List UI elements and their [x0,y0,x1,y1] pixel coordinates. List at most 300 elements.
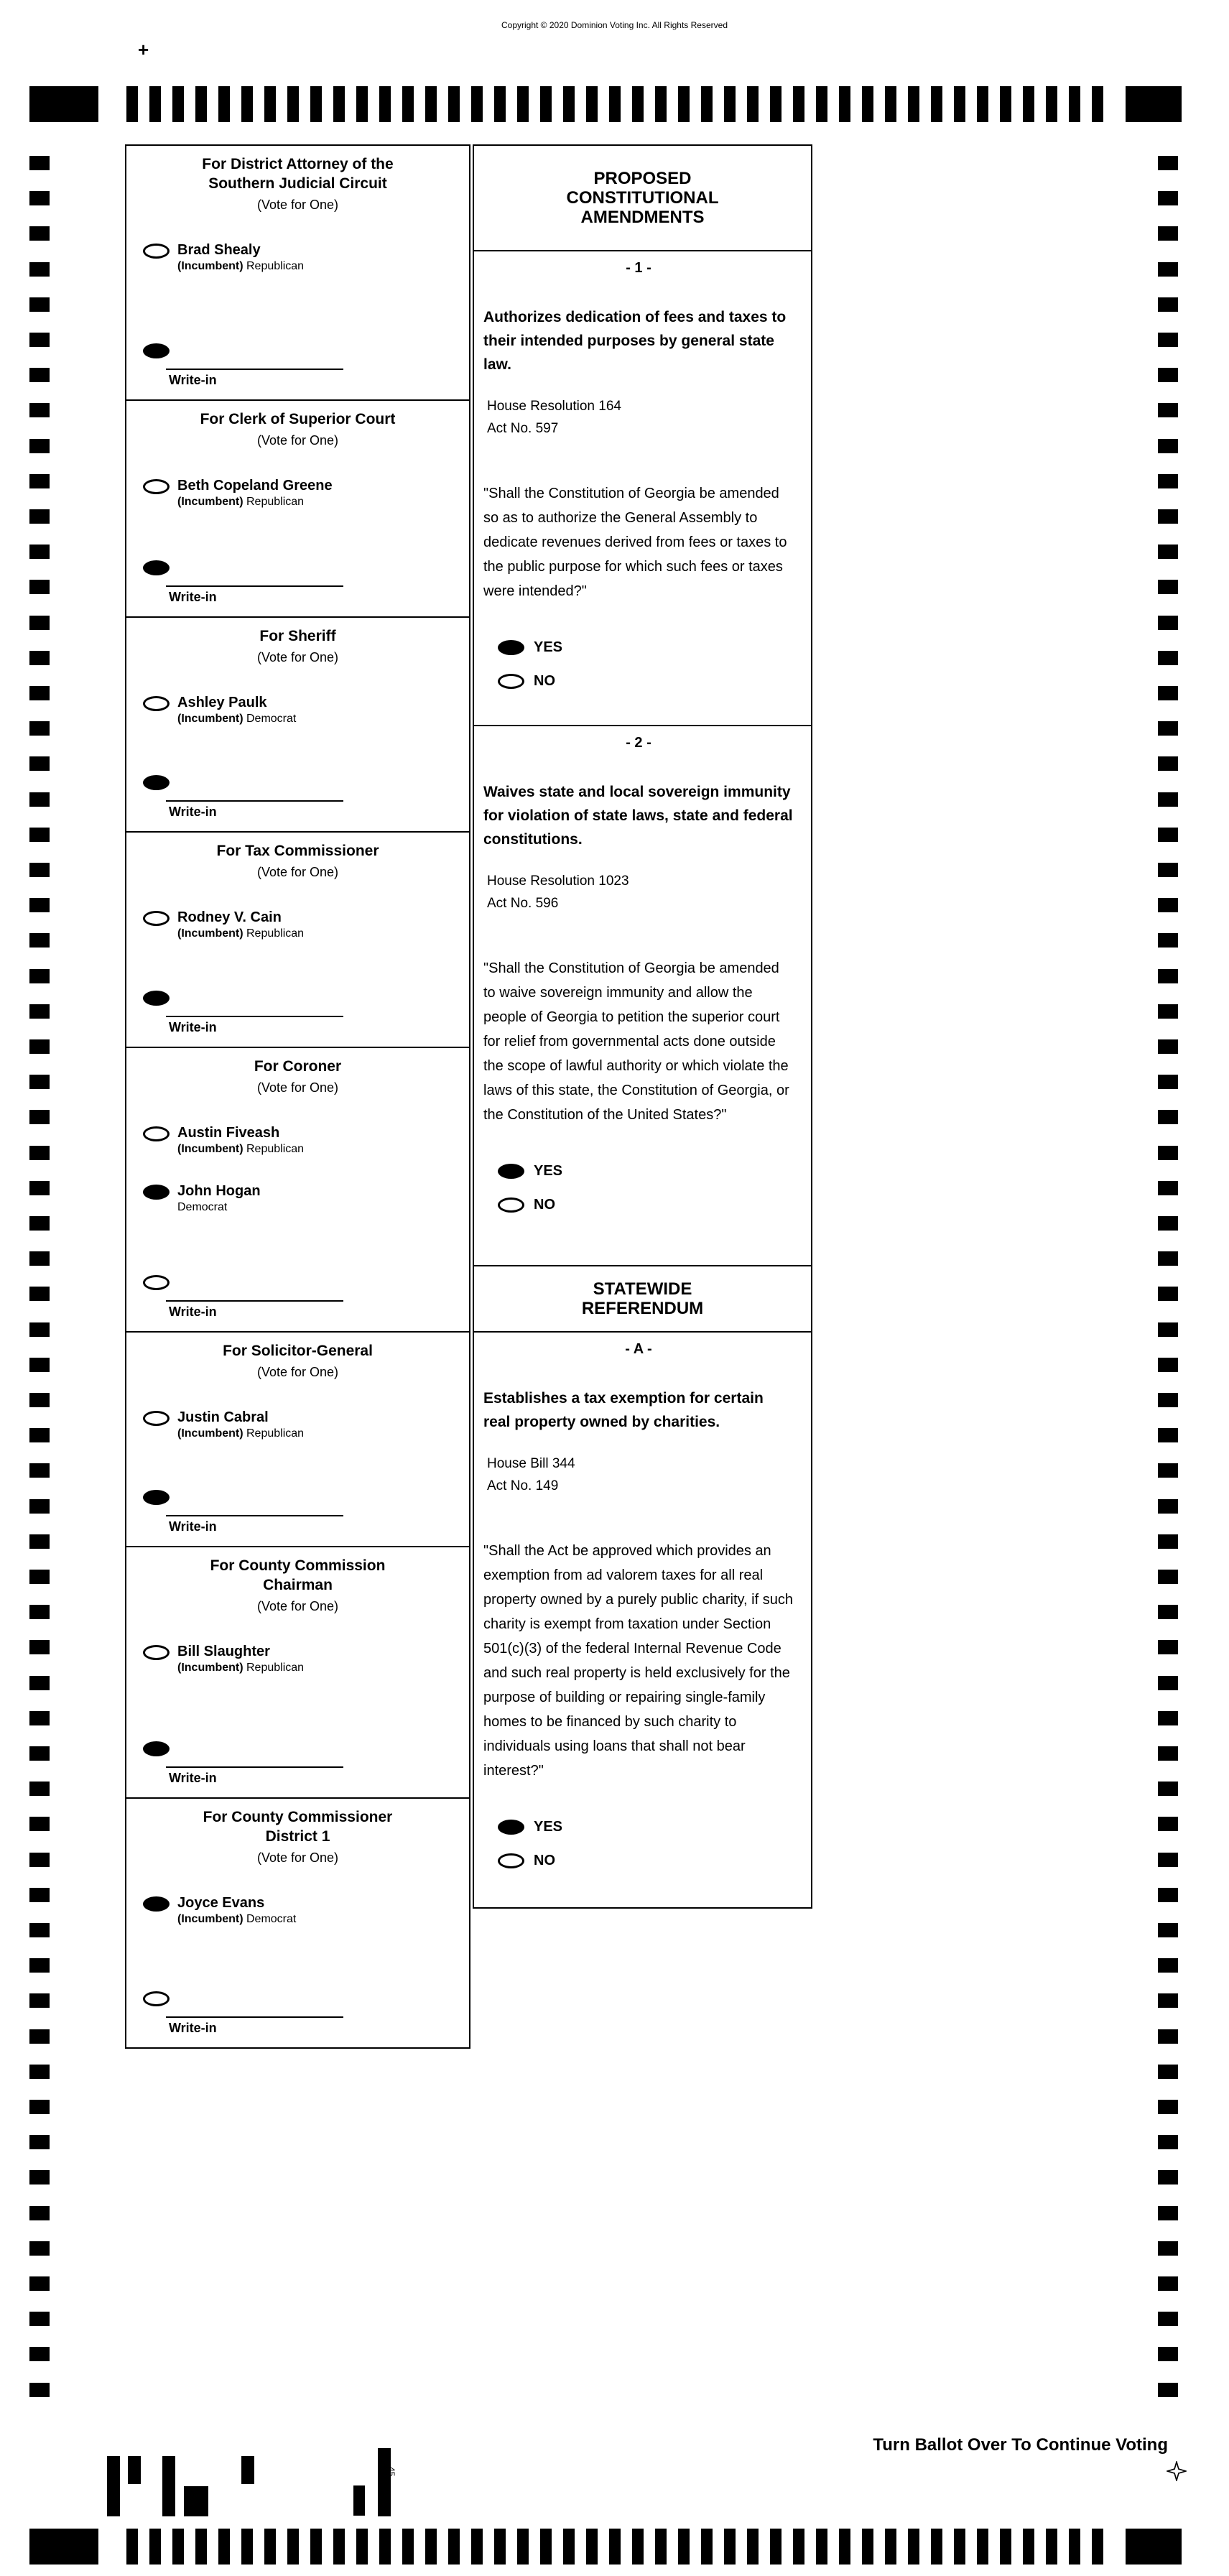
write-in-label: Write-in [169,1305,217,1319]
timing-bar [1023,86,1034,122]
ballot-oval-candidate[interactable] [143,244,170,259]
timing-square-right [1158,156,1178,170]
section-header-referendum [474,1266,811,1333]
timing-square-left [29,156,50,170]
contest-instruction: (Vote for One) [256,198,339,212]
write-in-row [126,773,469,820]
candidate-row [126,241,469,274]
candidate-party: Democrat [177,1201,228,1213]
registration-diamond-icon [1167,2461,1187,2481]
candidate-row [126,1409,469,1441]
choice-no [483,1853,794,1869]
timing-square-left [29,545,50,559]
timing-square-left [29,792,50,807]
ballot-oval-candidate[interactable] [143,1126,170,1141]
measure-question: "Shall the Act be approved which provides an exemption from ad valorem taxes for all real property owned by a purely public charity, if such charity is exempt from taxation under Section 501(c)(3) of the federal Internal Revenue Code and such real property is held exclusively for the purpose of building or repairing single-family homes to be financed by such charity to individuals using loans that shall not bear interest?" [483,1543,793,1779]
candidate-row [126,694,469,726]
contest-tax-commissioner [126,833,469,1048]
candidate-info [177,1894,296,1927]
timing-square-right [1158,1782,1178,1796]
timing-square-left [29,1534,50,1549]
ballot-oval-no[interactable] [498,674,524,689]
contest-instruction: (Vote for One) [256,650,339,664]
measure-ref-line2: Act No. 149 [487,1478,559,1493]
timing-bar [126,2529,138,2565]
timing-bar [425,2529,437,2565]
timing-square-right [1158,1676,1178,1690]
timing-square-right [1158,969,1178,983]
contest-county-commission-chairman [126,1547,469,1799]
timing-square-left [29,297,50,312]
timing-square-right [1158,1287,1178,1301]
contest-solicitor-general [126,1333,469,1547]
write-in-label: Write-in [169,1771,217,1785]
candidate-name: Beth Copeland Greene [177,478,333,494]
header-line: CONSTITUTIONAL [566,188,719,208]
ballot-oval-write-in[interactable] [143,343,170,358]
measure-number: - A - [625,1341,652,1357]
candidate-detail [177,1141,304,1157]
ballot-oval-yes[interactable] [498,1164,524,1179]
barcode-bar [378,2448,391,2516]
timing-bar [1046,2529,1057,2565]
candidate-row [126,477,469,509]
timing-bar [310,86,322,122]
timing-square-left [29,1499,50,1514]
timing-square-left [29,1428,50,1442]
timing-square-right [1158,1216,1178,1231]
choice-no-label: NO [534,1197,555,1213]
timing-square-left [29,616,50,630]
timing-square-left [29,2029,50,2044]
timing-bar [563,2529,575,2565]
timing-square-left [29,1110,50,1124]
barcode-bar [184,2486,208,2516]
timing-bar [793,2529,804,2565]
timing-square-right [1158,1322,1178,1337]
choice-yes [483,1819,794,1835]
write-in-line[interactable] [166,1016,343,1017]
timing-bar [425,86,437,122]
timing-bar [471,86,483,122]
candidate-incumbent: (Incumbent) [177,1427,244,1440]
timing-square-right [1158,1993,1178,2008]
timing-bar [724,2529,736,2565]
timing-bar [862,86,873,122]
barcode-bar [128,2456,141,2484]
contest-instruction: (Vote for One) [256,865,339,879]
timing-block [1126,2529,1182,2565]
timing-square-right [1158,1605,1178,1619]
timing-bar [149,2529,161,2565]
timing-square-left [29,1570,50,1584]
write-in-line[interactable] [166,1766,343,1768]
measure-reference [487,1453,794,1497]
choice-no-label: NO [534,1853,555,1868]
timing-square-right [1158,1640,1178,1654]
choice-no-label: NO [534,673,555,689]
write-in-row [126,558,469,605]
candidate-party: Republican [246,927,305,940]
timing-bar [1000,2529,1011,2565]
timing-square-right [1158,545,1178,559]
write-in-label: Write-in [169,2021,217,2035]
timing-bar [816,86,827,122]
measure-summary: Establishes a tax exemption for certain real property owned by charities. [483,1390,764,1430]
barcode-bar [162,2456,175,2516]
timing-bar [471,2529,483,2565]
write-in-line[interactable] [166,369,343,370]
header-line: PROPOSED [593,169,692,188]
candidate-row [126,1894,469,1927]
timing-square-right [1158,828,1178,842]
write-in-label: Write-in [169,805,217,819]
candidate-detail [177,494,333,509]
timing-square-left [29,863,50,877]
timing-bar [218,2529,230,2565]
timing-bar [356,86,368,122]
timing-bar [287,86,299,122]
timing-bar [609,86,621,122]
timing-square-right [1158,403,1178,417]
contest-clerk-superior-court [126,401,469,618]
contests-column [125,144,470,2049]
timing-bar [172,2529,184,2565]
candidate-detail [177,926,304,941]
ballot-body [125,144,812,2049]
timing-bar [264,86,276,122]
section-header-amendments [474,146,811,251]
timing-bar [655,2529,667,2565]
timing-square-left [29,1711,50,1725]
ballot-oval-candidate[interactable] [143,696,170,711]
timing-bar [540,2529,552,2565]
timing-bar [839,86,850,122]
timing-square-left [29,1039,50,1054]
timing-bar [494,86,506,122]
candidate-row [126,1182,469,1215]
measure-ref-line2: Act No. 597 [487,421,559,436]
timing-square-left [29,333,50,347]
ballot-oval-no[interactable] [498,1197,524,1213]
ballot-oval-candidate[interactable] [143,911,170,926]
timing-bar [586,2529,598,2565]
timing-bar [655,86,667,122]
timing-bar [678,86,690,122]
timing-square-left [29,1251,50,1266]
timing-square-left [29,1923,50,1937]
timing-square-left [29,1181,50,1195]
timing-square-right [1158,2312,1178,2326]
timing-square-right [1158,1923,1178,1937]
sequence-number: 45 [386,2467,396,2477]
candidate-name: Ashley Paulk [177,695,267,710]
timing-bar [402,2529,414,2565]
candidate-row [126,1124,469,1157]
timing-square-right [1158,1039,1178,1054]
timing-bar [701,86,713,122]
timing-bar [885,86,896,122]
timing-square-left [29,933,50,948]
timing-square-right [1158,1746,1178,1761]
timing-bar [563,86,575,122]
candidate-name: Joyce Evans [177,1895,265,1911]
ballot-oval-write-in[interactable] [143,1741,170,1756]
timing-bar [241,86,253,122]
contest-title: For Clerk of Superior Court [200,411,396,427]
timing-square-right [1158,262,1178,277]
timing-square-left [29,1605,50,1619]
timing-bar [287,2529,299,2565]
timing-square-right [1158,721,1178,736]
timing-square-right [1158,1958,1178,1973]
timing-block [1126,86,1182,122]
candidate-detail [177,711,296,726]
candidate-detail [177,1660,304,1675]
timing-bar [448,86,460,122]
candidate-party: Republican [246,496,305,508]
timing-square-right [1158,1004,1178,1019]
contest-title: For County Commission Chairman [210,1557,386,1593]
timing-bar [333,2529,345,2565]
timing-bar [793,86,804,122]
timing-square-right [1158,1251,1178,1266]
timing-square-left [29,2312,50,2326]
candidate-detail [177,259,304,274]
timing-square-left [29,1075,50,1089]
timing-bar [195,86,207,122]
timing-square-right [1158,1570,1178,1584]
timing-square-left [29,1817,50,1831]
timing-square-right [1158,2241,1178,2256]
timing-square-left [29,721,50,736]
candidate-incumbent: (Incumbent) [177,713,244,725]
timing-square-right [1158,1393,1178,1407]
timing-square-left [29,2347,50,2361]
timing-square-left [29,2241,50,2256]
timing-square-left [29,1676,50,1690]
candidate-row [126,909,469,941]
measure-ref-line1: House Bill 344 [487,1456,575,1471]
ballot-oval-write-in[interactable] [143,1490,170,1505]
candidate-party: Democrat [246,713,297,725]
timing-block [29,2529,98,2565]
timing-square-right [1158,1110,1178,1124]
candidate-info [177,1643,304,1675]
ballot-oval-write-in[interactable] [143,991,170,1006]
timing-square-right [1158,439,1178,453]
timing-bar [770,86,782,122]
candidate-party: Republican [246,1662,305,1674]
contest-instruction: (Vote for One) [256,1080,339,1095]
timing-bar [1069,86,1080,122]
write-in-label: Write-in [169,590,217,604]
timing-square-left [29,439,50,453]
measure-amendment-1 [474,251,811,726]
timing-square-right [1158,2100,1178,2114]
candidate-incumbent: (Incumbent) [177,1143,244,1155]
ballot-oval-candidate[interactable] [143,1411,170,1426]
timing-bar [310,2529,322,2565]
timing-bar [724,86,736,122]
timing-square-right [1158,2065,1178,2079]
timing-bar [609,2529,621,2565]
candidate-info [177,1409,304,1441]
timing-square-right [1158,616,1178,630]
timing-bar [586,86,598,122]
measure-number: - 2 - [626,735,651,751]
contest-title: For Sheriff [259,628,336,644]
timing-square-left [29,403,50,417]
timing-square-right [1158,1428,1178,1442]
ballot-oval-yes[interactable] [498,640,524,655]
timing-square-left [29,686,50,700]
ballot-oval-write-in[interactable] [143,560,170,575]
timing-square-left [29,2383,50,2397]
candidate-party: Democrat [246,1913,297,1925]
contest-title: For Coroner [254,1058,342,1075]
ballot-oval-candidate-filled[interactable] [143,1896,170,1912]
timing-bar [195,2529,207,2565]
timing-square-left [29,828,50,842]
write-in-row [126,1739,469,1786]
timing-bar [678,2529,690,2565]
barcode-bar [353,2485,365,2516]
candidate-info [177,694,296,726]
timing-block [29,86,98,122]
candidate-info [177,1182,261,1215]
timing-square-left [29,651,50,665]
ballot-oval-candidate[interactable] [143,479,170,494]
timing-bar [264,2529,276,2565]
write-in-row [126,1488,469,1534]
ballot-oval-no[interactable] [498,1853,524,1868]
timing-bar [517,2529,529,2565]
timing-square-left [29,2206,50,2220]
contest-district-attorney [126,146,469,401]
timing-bar [402,86,414,122]
timing-square-right [1158,1534,1178,1549]
ballot-oval-write-in[interactable] [143,775,170,790]
timing-square-right [1158,2206,1178,2220]
candidate-name: Austin Fiveash [177,1125,280,1141]
candidate-detail [177,1912,296,1927]
candidate-info [177,1124,304,1157]
timing-square-left [29,509,50,524]
header-line: AMENDMENTS [580,208,705,227]
timing-square-right [1158,2135,1178,2149]
choice-yes [483,1163,794,1180]
timing-bar [931,86,942,122]
timing-square-right [1158,297,1178,312]
timing-square-right [1158,191,1178,205]
timing-square-right [1158,863,1178,877]
timing-bar [172,86,184,122]
candidate-name: Bill Slaughter [177,1644,270,1659]
timing-square-right [1158,792,1178,807]
timing-square-right [1158,1499,1178,1514]
timing-square-right [1158,1358,1178,1372]
timing-bar [770,2529,782,2565]
write-in-line[interactable] [166,1300,343,1302]
candidate-info [177,241,304,274]
ballot-oval-candidate-filled[interactable] [143,1185,170,1200]
measure-ref-line1: House Resolution 164 [487,399,621,414]
timing-square-right [1158,1463,1178,1478]
timing-square-right [1158,2276,1178,2291]
contest-instruction: (Vote for One) [256,1599,339,1613]
candidate-row [126,1643,469,1675]
timing-square-left [29,1358,50,1372]
candidate-name: Brad Shealy [177,242,261,258]
timing-square-right [1158,1075,1178,1089]
timing-bar [908,86,919,122]
write-in-line[interactable] [166,1515,343,1516]
measure-number: - 1 - [626,260,651,276]
timing-square-right [1158,1853,1178,1867]
measure-summary: Authorizes dedication of fees and taxes to their intended purposes by general state law. [483,309,787,373]
candidate-incumbent: (Incumbent) [177,496,244,508]
timing-square-right [1158,1711,1178,1725]
candidate-info [177,477,333,509]
choice-no [483,673,794,690]
timing-bar [149,86,161,122]
timing-bar [517,86,529,122]
candidate-incumbent: (Incumbent) [177,927,244,940]
measure-reference [487,395,794,440]
candidate-detail [177,1426,304,1441]
timing-square-left [29,2276,50,2291]
timing-square-left [29,2065,50,2079]
candidate-party: Republican [246,1143,305,1155]
timing-square-right [1158,1888,1178,1902]
choice-no [483,1197,794,1213]
barcode-bar [241,2456,254,2484]
timing-bar [126,86,138,122]
timing-square-left [29,474,50,488]
timing-bar [1069,2529,1080,2565]
timing-square-left [29,969,50,983]
timing-square-left [29,580,50,594]
ballot-oval-write-in[interactable] [143,1275,170,1290]
ballot-oval-write-in[interactable] [143,1991,170,2006]
timing-square-right [1158,1817,1178,1831]
write-in-line[interactable] [166,585,343,587]
timing-square-left [29,1993,50,2008]
contest-title: For District Attorney of the Southern Judicial Circuit [202,156,394,192]
timing-bar [540,86,552,122]
write-in-line[interactable] [166,800,343,802]
timing-bar [632,86,644,122]
timing-square-left [29,226,50,241]
write-in-row [126,1989,469,2036]
timing-bar [862,2529,873,2565]
timing-square-left [29,1782,50,1796]
timing-square-left [29,898,50,912]
timing-bar [954,2529,965,2565]
write-in-line[interactable] [166,2016,343,2018]
ballot-oval-candidate[interactable] [143,1645,170,1660]
timing-square-right [1158,509,1178,524]
timing-square-right [1158,651,1178,665]
timing-square-right [1158,898,1178,912]
timing-square-right [1158,580,1178,594]
measure-summary: Waives state and local sovereign immunity for violation of state laws, state and federal constitutions. [483,784,793,848]
timing-bar [885,2529,896,2565]
timing-square-right [1158,2347,1178,2361]
ballot-oval-yes[interactable] [498,1820,524,1835]
timing-square-left [29,1216,50,1231]
